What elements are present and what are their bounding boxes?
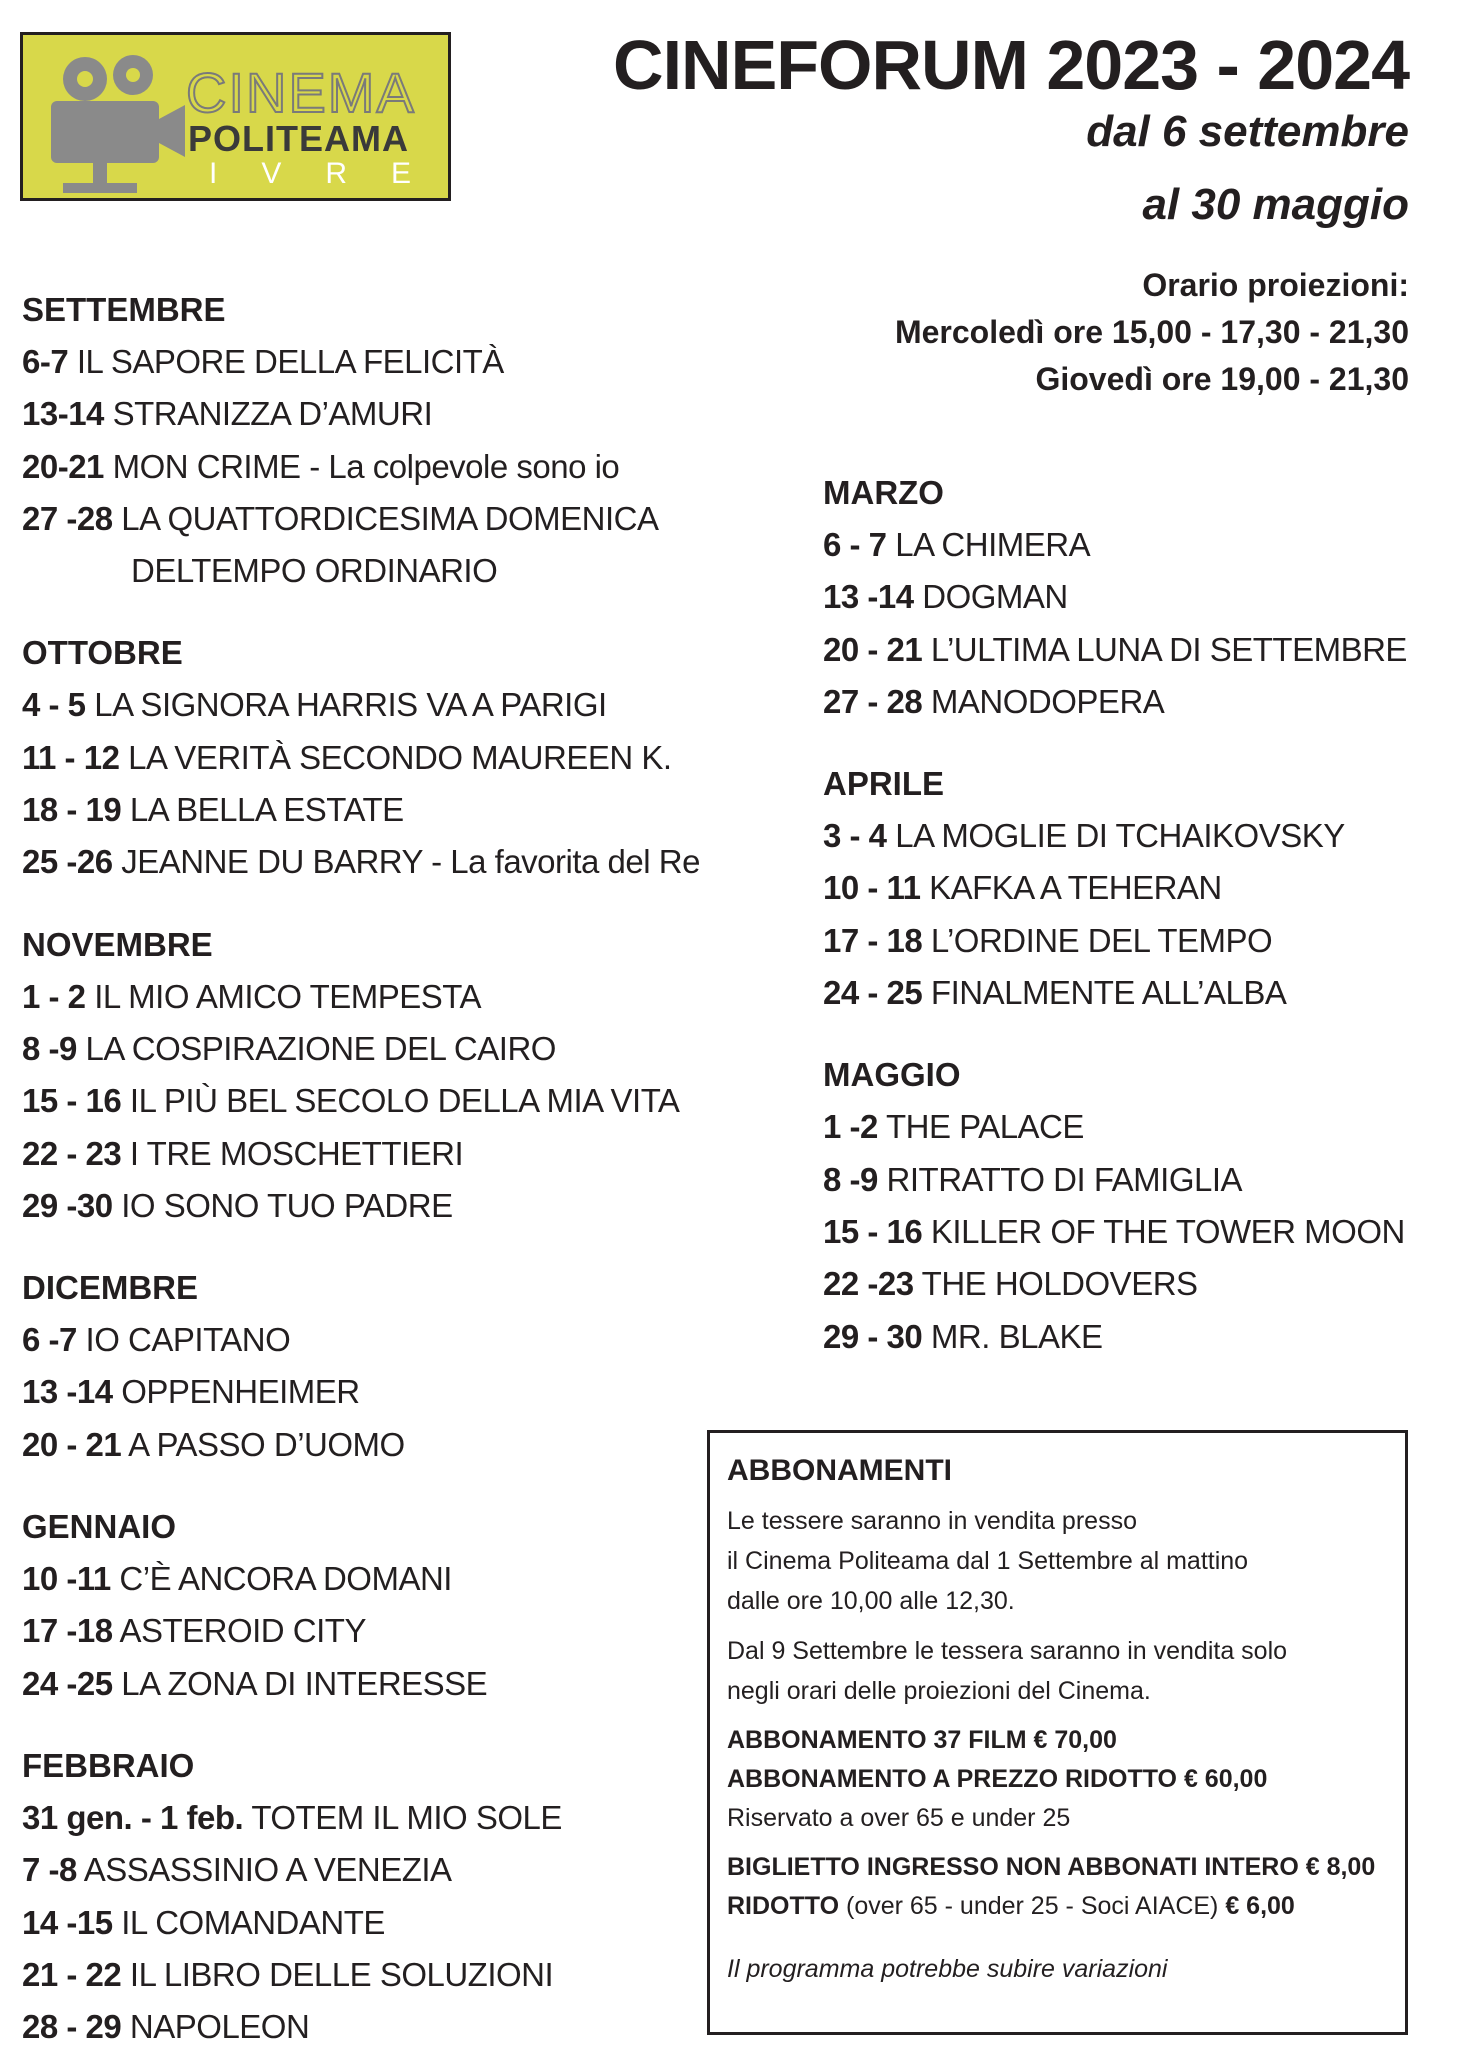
film-subtitle: - La colpevole sono io	[300, 447, 620, 485]
month-heading: MAGGIO	[823, 1056, 961, 1094]
sales-info-line: Le tessere saranno in vendita presso	[727, 1507, 1137, 1535]
film-row	[22, 441, 722, 493]
film-row	[22, 1949, 722, 2001]
film-title: MANODOPERA	[930, 682, 1165, 720]
film-title: IL LIBRO DELLE SOLUZIONI	[129, 1955, 554, 1993]
film-row	[22, 1075, 722, 1127]
film-title: OPPENHEIMER	[121, 1373, 360, 1411]
film-row	[823, 519, 1403, 571]
film-dates: 1 -2	[823, 1108, 878, 1146]
ticket-reduced-amount: € 6,00	[1225, 1892, 1295, 1920]
film-title: ASSASSINIO A VENEZIA	[83, 1851, 452, 1889]
film-row	[823, 624, 1407, 676]
film-row	[22, 1897, 722, 1949]
sales-info-line: negli orari delle proiezioni del Cinema.	[727, 1677, 1151, 1705]
month-spacer	[22, 1232, 722, 1262]
subscriptions-box	[707, 1430, 1408, 2035]
film-title: LA VERITÀ SECONDO MAUREEN K.	[128, 738, 672, 776]
month-heading: FEBBRAIO	[22, 1746, 195, 1784]
month-spacer	[22, 1710, 722, 1740]
ticket-reduced-label: RIDOTTO	[727, 1892, 840, 1920]
film-title: L’ORDINE DEL TEMPO	[930, 921, 1273, 959]
hours-thursday: Giovedì ore 19,00 - 21,30	[1035, 361, 1409, 397]
price-reduced-subscription: ABBONAMENTO A PREZZO RIDOTTO € 60,00	[727, 1765, 1268, 1793]
screening-hours	[895, 262, 1409, 403]
film-dates: 27 -28	[22, 499, 113, 537]
film-dates: 8 -9	[823, 1160, 878, 1198]
film-dates: 7 -8	[22, 1851, 77, 1889]
date-range-end: al 30 maggio	[1142, 180, 1409, 229]
film-dates: 6-7	[22, 343, 69, 380]
ticket-full-price: BIGLIETTO INGRESSO NON ABBONATI INTERO € 8,00	[727, 1853, 1376, 1881]
month-spacer	[823, 728, 1403, 758]
film-row	[22, 336, 722, 388]
disclaimer: Il programma potrebbe subire variazioni	[727, 1955, 1168, 1983]
film-title-continued: DELTEMPO ORDINARIO	[131, 552, 498, 590]
film-dates: 24 - 25	[823, 974, 923, 1012]
film-row	[22, 1553, 722, 1605]
hours-label: Orario proiezioni:	[1142, 267, 1409, 303]
film-row	[22, 836, 722, 888]
film-dates: 6 -7	[22, 1321, 77, 1359]
film-title: LA MOGLIE DI TCHAIKOVSKY	[895, 817, 1345, 855]
film-dates: 20 - 21	[22, 1425, 122, 1463]
film-row	[22, 1792, 722, 1844]
schedule-right-column	[823, 467, 1407, 1363]
film-title: IL COMANDANTE	[121, 1903, 385, 1941]
film-dates: 17 -18	[22, 1612, 113, 1650]
month-spacer	[22, 597, 722, 627]
film-dates: 15 - 16	[823, 1212, 923, 1250]
price-full-subscription: ABBONAMENTO 37 FILM € 70,00	[727, 1726, 1117, 1754]
film-dates: 10 - 11	[823, 869, 921, 907]
film-row	[823, 1311, 1403, 1363]
film-title: RITRATTO DI FAMIGLIA	[886, 1160, 1243, 1198]
film-dates: 22 - 23	[22, 1134, 122, 1172]
film-dates: 29 - 30	[823, 1317, 923, 1355]
film-dates: 14 -15	[22, 1903, 113, 1941]
cinema-logo	[20, 32, 520, 201]
film-title: LA COSPIRAZIONE DEL CAIRO	[85, 1029, 556, 1067]
film-title: NAPOLEON	[129, 2008, 310, 2046]
film-title: DOGMAN	[922, 578, 1068, 616]
film-dates: 10 -11	[22, 1560, 111, 1598]
film-dates: 11 - 12	[22, 738, 120, 776]
film-dates: 18 - 19	[22, 791, 122, 829]
film-row	[22, 1419, 722, 1471]
film-row	[823, 810, 1403, 862]
film-title: LA QUATTORDICESIMA DOMENICA	[121, 499, 659, 537]
film-row	[22, 971, 722, 1023]
film-dates: 29 -30	[22, 1186, 113, 1224]
film-row	[823, 967, 1403, 1019]
schedule-left-column	[22, 284, 722, 2053]
film-row	[22, 1658, 722, 1710]
date-range-start: dal 6 settembre	[1086, 107, 1409, 156]
month-heading: MARZO	[823, 474, 944, 511]
film-dates: 24 -25	[22, 1664, 113, 1702]
film-dates: 6 - 7	[823, 526, 887, 563]
film-title: KAFKA A TEHERAN	[929, 869, 1222, 907]
film-row	[22, 732, 722, 784]
film-title: L’ULTIMA LUNA DI SETTEMBRE	[930, 630, 1407, 668]
month-spacer	[823, 1019, 1403, 1049]
film-row	[22, 784, 722, 836]
film-row	[823, 862, 1403, 914]
film-dates: 21 - 22	[22, 1955, 122, 1993]
film-row	[22, 1023, 722, 1075]
ticket-reduced-note: (over 65 - under 25 - Soci AIACE)	[839, 1892, 1226, 1920]
film-title: JEANNE DU BARRY	[121, 843, 423, 881]
film-title: IL PIÙ BEL SECOLO DELLA MIA VITA	[129, 1082, 680, 1120]
film-dates: 13-14	[22, 395, 104, 433]
sales-info	[727, 1501, 1389, 1621]
film-title: THE HOLDOVERS	[921, 1265, 1198, 1303]
film-row	[22, 1180, 722, 1232]
month-spacer	[22, 889, 722, 919]
film-title: MON CRIME	[112, 447, 301, 485]
month-heading: SETTEMBRE	[22, 291, 226, 328]
film-row	[823, 1258, 1403, 1310]
film-row	[823, 571, 1403, 623]
film-title: IO CAPITANO	[85, 1321, 291, 1359]
sales-info-line: dalle ore 10,00 alle 12,30.	[727, 1587, 1015, 1615]
film-title: LA CHIMERA	[895, 526, 1091, 563]
film-subtitle: - La favorita del Re	[422, 843, 700, 881]
film-row	[22, 388, 722, 440]
film-title: KILLER OF THE TOWER MOON	[930, 1212, 1405, 1250]
film-dates: 27 - 28	[823, 682, 923, 720]
film-row	[823, 1206, 1403, 1258]
month-spacer	[22, 1471, 722, 1501]
film-dates: 1 - 2	[22, 977, 86, 1015]
film-row	[823, 1101, 1403, 1153]
film-row	[22, 493, 722, 598]
ticket-reduced-price	[727, 1887, 1389, 1926]
hours-wednesday: Mercoledì ore 15,00 - 17,30 - 21,30	[894, 314, 1409, 350]
month-heading: OTTOBRE	[22, 634, 183, 672]
sales-info-line: Dal 9 Settembre le tessera saranno in vendita solo	[727, 1637, 1288, 1665]
film-row	[22, 679, 722, 731]
film-row	[22, 1366, 722, 1418]
film-row	[823, 676, 1403, 728]
logo-word-politeama: POLITEAMA	[188, 118, 409, 159]
month-heading: DICEMBRE	[22, 1269, 199, 1307]
film-dates: 4 - 5	[22, 686, 86, 724]
film-title: C’È ANCORA DOMANI	[119, 1560, 452, 1598]
film-title: IL MIO AMICO TEMPESTA	[94, 977, 482, 1015]
month-heading: APRILE	[823, 765, 945, 803]
film-dates: 20 - 21	[823, 630, 923, 668]
page-title: CINEFORUM 2023 - 2024	[613, 26, 1409, 104]
film-title: IO SONO TUO PADRE	[121, 1186, 453, 1224]
film-dates: 15 - 16	[22, 1082, 122, 1120]
film-dates: 13 -14	[22, 1373, 113, 1411]
film-dates: 13 -14	[823, 578, 914, 616]
film-title: A PASSO D’UOMO	[128, 1425, 405, 1463]
film-title: STRANIZZA D’AMURI	[112, 395, 433, 433]
film-dates: 8 -9	[22, 1029, 77, 1067]
logo-word-cinema: CINEMA	[186, 61, 416, 124]
subscriptions-title: ABBONAMENTI	[727, 1454, 952, 1487]
film-dates: 31 gen. - 1 feb.	[22, 1798, 244, 1836]
film-title: IL SAPORE DELLA FELICITÀ	[76, 343, 504, 380]
reduced-eligibility: Riservato a over 65 e under 25	[727, 1804, 1071, 1832]
film-row	[22, 2001, 722, 2053]
month-heading: GENNAIO	[22, 1508, 177, 1546]
film-dates: 20-21	[22, 447, 104, 485]
month-heading: NOVEMBRE	[22, 925, 213, 963]
film-row	[823, 1154, 1403, 1206]
film-row	[823, 915, 1403, 967]
film-title: LA ZONA DI INTERESSE	[121, 1664, 488, 1702]
film-title: THE PALACE	[885, 1108, 1084, 1146]
film-title: LA SIGNORA HARRIS VA A PARIGI	[94, 686, 607, 724]
sales-info-2	[727, 1631, 1389, 1711]
film-title: I TRE MOSCHETTIERI	[129, 1134, 464, 1172]
film-dates: 3 - 4	[823, 817, 887, 855]
film-title: FINALMENTE ALL’ALBA	[930, 974, 1287, 1012]
logo-word-ivrea: IVREA	[209, 157, 520, 190]
film-title: LA BELLA ESTATE	[129, 791, 404, 829]
sales-info-line: il Cinema Politeama dal 1 Settembre al mattino	[727, 1547, 1249, 1575]
film-title: ASTEROID CITY	[119, 1612, 366, 1650]
film-row	[22, 1605, 722, 1657]
film-title: MR. BLAKE	[930, 1317, 1103, 1355]
film-dates: 17 - 18	[823, 921, 923, 959]
film-dates: 22 -23	[823, 1265, 914, 1303]
film-row	[22, 1844, 722, 1896]
film-dates: 28 - 29	[22, 2008, 122, 2046]
film-title: TOTEM IL MIO SOLE	[251, 1798, 562, 1836]
film-row	[22, 1314, 722, 1366]
film-row	[22, 1128, 722, 1180]
film-dates: 25 -26	[22, 843, 113, 881]
